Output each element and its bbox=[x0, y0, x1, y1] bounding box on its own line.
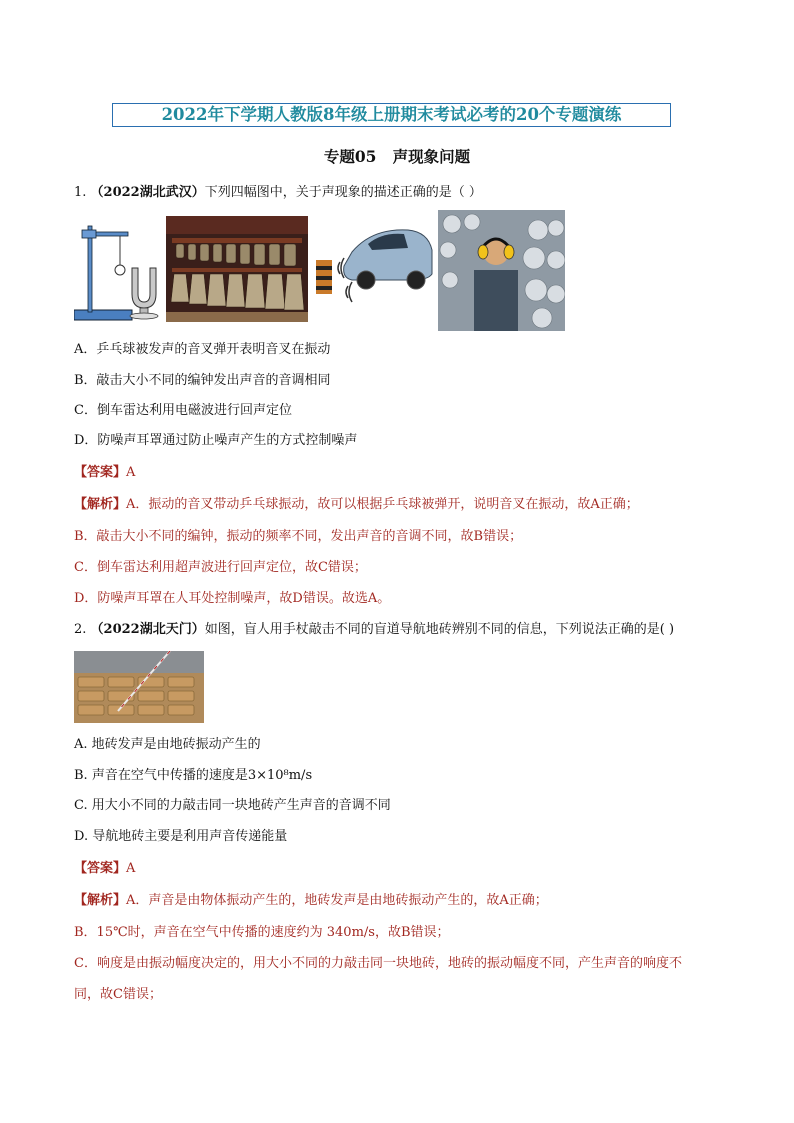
q1-option-c: C．倒车雷达利用电磁波进行回声定位 bbox=[74, 403, 292, 418]
q2-analysis-line-1 bbox=[74, 892, 734, 910]
q1-option-b: B．敲击大小不同的编钟发出声音的音调相同 bbox=[74, 373, 331, 388]
q2-option-d: D. 导航地砖主要是利用声音传递能量 bbox=[74, 829, 288, 844]
q2-option-a: A. 地砖发声是由地砖振动产生的 bbox=[74, 737, 261, 752]
q1-analysis-line-1 bbox=[74, 496, 734, 514]
q1-answer-value: A bbox=[126, 465, 136, 480]
q1-source: （2022湖北武汉） bbox=[90, 185, 205, 200]
q2-source: （2022湖北天门） bbox=[90, 622, 205, 637]
q1-analysis-a: A．振动的音叉带动乒乓球振动，故可以根据乒乓球被弹开，说明音叉在振动，故A正确； bbox=[126, 497, 639, 512]
q2-answer-tag: 【答案】 bbox=[74, 861, 127, 876]
q1-analysis-tag: 【解析】 bbox=[74, 497, 127, 512]
banner-title: 2022年下学期人教版8年级上册期末考试必考的20个专题演练 bbox=[112, 103, 671, 127]
q2-number: 2. bbox=[74, 622, 87, 637]
q2-answer-value: A bbox=[126, 861, 136, 876]
q2-analysis-tag: 【解析】 bbox=[74, 893, 127, 908]
topic-title: 专题05 声现象问题 bbox=[323, 147, 471, 166]
q1-analysis-c: C．倒车雷达利用超声波进行回声定位，故C错误； bbox=[74, 560, 367, 575]
q2-stem-line bbox=[74, 621, 734, 639]
q2-answer bbox=[74, 860, 734, 878]
q1-option-a: A．乒乓球被发声的音叉弹开表明音叉在振动 bbox=[74, 342, 331, 357]
q1-stem-line bbox=[74, 184, 734, 202]
q1-number: 1. bbox=[74, 185, 87, 200]
q1-option-d: D．防噪声耳罩通过防止噪声产生的方式控制噪声 bbox=[74, 433, 358, 448]
q2-analysis-c-cont: 同，故C错误； bbox=[74, 987, 162, 1002]
q2-analysis-a: A．声音是由物体振动产生的，地砖发声是由地砖振动产生的，故A正确； bbox=[126, 893, 548, 908]
q1-analysis-b: B．敲击大小不同的编钟，振动的频率不同，发出声音的音调不同，故B错误； bbox=[74, 529, 523, 544]
car-reverse-radar-figure bbox=[312, 222, 436, 310]
q1-answer-tag: 【答案】 bbox=[74, 465, 127, 480]
chime-bells-photo bbox=[166, 216, 308, 322]
earmuffs-worker-photo bbox=[438, 210, 565, 331]
q2-analysis-b: B．15℃时，声音在空气中传播的速度约为 340m/s，故B错误； bbox=[74, 925, 450, 940]
tactile-paving-photo bbox=[74, 651, 204, 723]
q2-option-b: B. 声音在空气中传播的速度是3×10⁸m/s bbox=[74, 768, 313, 783]
q2-stem: 如图，盲人用手杖敲击不同的盲道导航地砖辨别不同的信息，下列说法正确的是( ) bbox=[204, 622, 675, 637]
q1-answer bbox=[74, 464, 734, 482]
tuning-fork-figure bbox=[74, 216, 162, 322]
q2-option-c: C. 用大小不同的力敲击同一块地砖产生声音的音调不同 bbox=[74, 798, 391, 813]
q1-stem: 下列四幅图中，关于声现象的描述正确的是（ ） bbox=[204, 185, 482, 200]
q1-analysis-d: D．防噪声耳罩在人耳处控制噪声，故D错误。故选A。 bbox=[74, 591, 391, 606]
q2-analysis-c: C．响度是由振动幅度决定的，用大小不同的力敲击同一块地砖，地砖的振动幅度不同，产生声音的响度不 bbox=[74, 956, 682, 971]
